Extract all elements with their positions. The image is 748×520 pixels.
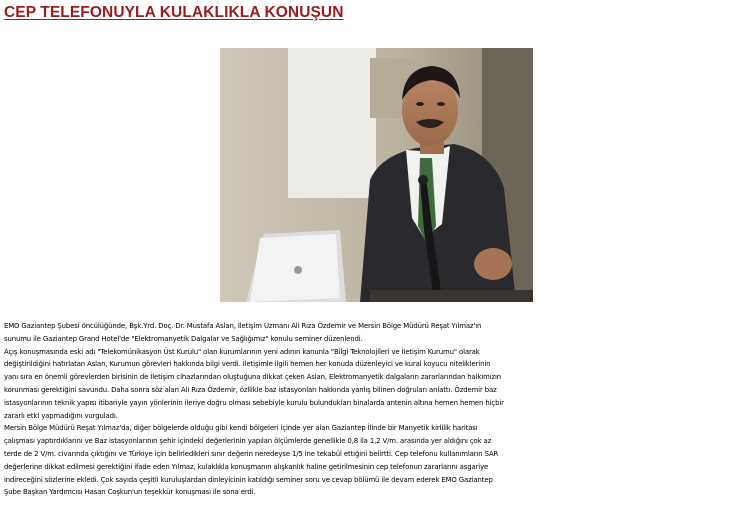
article-line: indireceğini sözlerine ekledi. Çok sayıda çeşitli kuruluşlardan dinleyicinin katıldığı seminer soru ve cevap bölümü ile devam ederek EMO Gaziantep <box>4 475 493 484</box>
article-line: Şube Başkan Yardımcısı Hasan Coşkun'un teşekkür konuşması ile sona erdi. <box>4 488 256 497</box>
article-line: sunumu ile Gaziantep Grand Hotel'de "Elektromanyetik Dalgalar ve Sağlığımız" konulu seminer düzenlendi. <box>4 334 363 343</box>
article-line: değiştirildiğini hatırlatan Aslan, Kurumun görevleri hakkında bilgi verdi. İletişimle ilgili hemen her konuda düzenleyici ve kural koyucu niteliklerinin <box>4 360 491 369</box>
article-title: CEP TELEFONUYLA KULAKLIKLA KONUŞUN <box>4 4 344 21</box>
article-line: çalışması yaptırdıklarını ve Baz istasyonlarının şehir içindeki değerlerinin yapılan ölçümlerde genellikle 0,8 ila 1,2 V/m. arasında yer aldığını çok az <box>4 437 492 446</box>
article-line: yanı sıra en önemli görevlerden birisinin de İletişim cihazlarından oluştuğuna dikkat çeken Aslan, Elektromanyetik dalgaların zararlarından halkımızın <box>4 373 502 382</box>
article-line: EMO Gaziantep Şubesi öncülüğünde, Bşk.Yrd. Doç. Dr. Mustafa Aslan, İletişim Uzmanı Ali Rıza Özdemir ve Mersin Bölge Müdürü Reşat Yılmaz'ın <box>4 322 482 330</box>
article-photo <box>220 48 533 302</box>
article-line: korunması gerektiğini savundu. Daha sonra söz alan Ali Rıza Özdemir, özllikle baz istasyonları hakkında yanlış bilinen doğruları anlattı. Özdemir baz <box>4 385 497 394</box>
article-line: değerlerine dikkat edilmesi gerektiğini ifade eden Yılmaz, kulaklıkla konuşmanın alışkanlık haline getirilmesinin cep telefonun zararlarını asgariye <box>4 462 489 471</box>
article-line: zararlı etki yapmadığını vurguladı. <box>4 411 118 420</box>
article-line: Açış konuşmasında eski adı "Telekomünikasyon Üst Kurulu" olan kurumlarının yeni adının kanunla "Bilgi Teknolojileri ve İletişim Kurumu" olarak <box>4 347 480 356</box>
article-line: istasyonlarının teknik yapısı itibariyle yayın yönlerinin ileriye doğru olması sebebiyle kurulu bulundukları binalarda antenin altına hemen hemen hiçbir <box>4 398 504 407</box>
article-body <box>4 320 746 499</box>
article-line: terde de 2 V/m. civarında çıktığını ve Türkiye için belirledikleri sınır değerin neredeyse 1/5 ine tekabül ettiğini belirtti. Cep telefonu kullanımların SAR <box>4 449 499 458</box>
article-line: Mersin Bölge Müdürü Reşat Yılmaz'da, diğer bölgelerde olduğu gibi kendi bölgeleri içinde yer alan Gaziantep İlinde bir Manyetik kirlilik haritası <box>4 424 478 433</box>
